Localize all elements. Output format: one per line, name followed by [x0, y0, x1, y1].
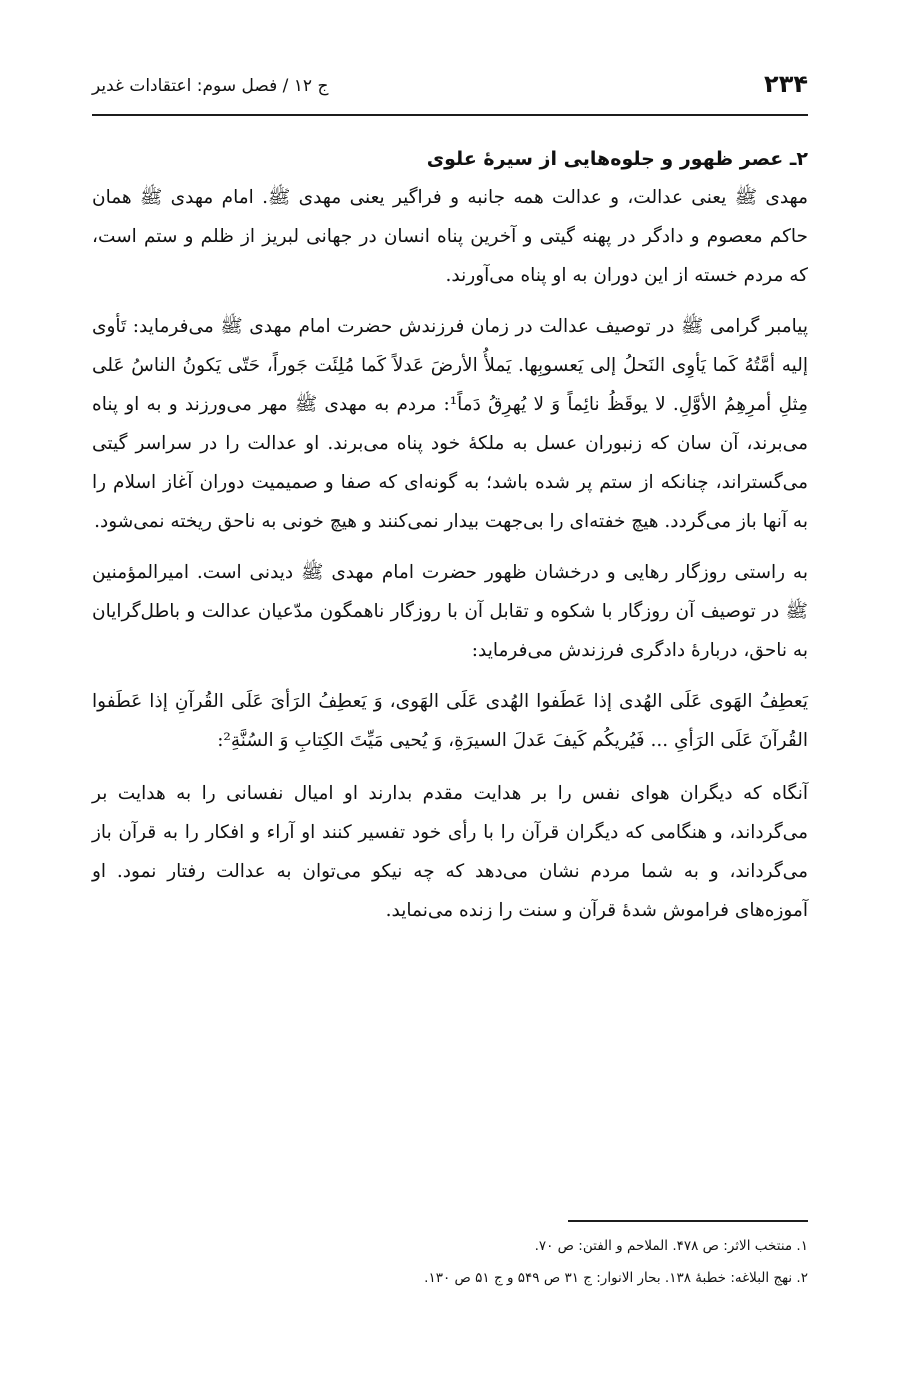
- page-number: ۲۳۴: [764, 70, 808, 98]
- running-head: ج ۱۲ / فصل سوم: اعتقادات غدیر: [92, 76, 329, 96]
- closing-paragraph: آنگاه که دیگران هوای نفس را بر هدایت مقدم بدارند او امیال نفسانی را به هدایت بر می‌گرداند، و هنگامی که دیگران قرآن را با رأی خود تفسیر کنند او آراء و افکار را به قرآن باز می‌گرداند، و به شما مردم نشان می‌دهد که چه نیکو می‌توان به عدالت رفتار نمود. او آموزه‌های فراموش شدهٔ قرآن و سنت را زنده می‌نماید.: [92, 783, 808, 921]
- footnote-2: ۲. نهج البلاغه: خطبهٔ ۱۳۸. بحار الانوار: ج ۳۱ ص ۵۴۹ و ج ۵۱ ص ۱۳۰.: [424, 1270, 808, 1286]
- paragraph-1: مهدی ﷺ یعنی عدالت، و عدالت همه جانبه و فراگیر یعنی مهدی ﷺ. امام مهدی ﷺ همان حاکم معصوم و دادگر در پهنه گیتی و آخرین پناه انسان در جهانی لبریز از ظلم و ستم است، که مردم خسته از این دوران به او پناه می‌آورند.: [92, 187, 808, 286]
- hadith-quote: یَعطِفُ الهَوی عَلَی الهُدی إذا عَطَفوا الهُدی عَلَی الهَوی، وَ یَعطِفُ الرَأیَ عَلَی القُرآنِ إذا عَطَفوا القُرآنَ عَلَی الرَأیِ ... فَیُریکُم کَیفَ عَدلَ السیرَةِ، وَ یُحیی مَیِّتَ الکِتابِ وَ السُنَّةِ²:: [92, 691, 808, 751]
- footnote-divider: [568, 1220, 808, 1222]
- footnote-1: ۱. منتخب الاثر: ص ۴۷۸. الملاحم و الفتن: ص ۷۰.: [534, 1238, 808, 1254]
- page-header: [92, 64, 808, 116]
- paragraph-2: پیامبر گرامی ﷺ در توصیف عدالت در زمان فرزندش حضرت امام مهدی ﷺ می‌فرماید: تَأوی إلیه أمَّتُهُ کَما یَأوِی النَحلُ إلی یَعسوبِها. یَملأُ الأرضَ عَدلاً کَما مُلِئَت جَوراً، حَتّی یَکونُ الناسُ عَلی مِثلِ أمرِهِمُ الأوَّلِ. لا یوقَظُ نائِماً وَ لا یُهرِقُ دَماً¹: مردم به مهدی ﷺ مهر می‌ورزند و به او پناه می‌برند، آن سان که زنبوران عسل به ملکهٔ خود پناه می‌برند. او عدالت را در سراسر گیتی می‌گستراند، چنانکه از ستم پر شده باشد؛ به گونه‌ای که صفا و صمیمیت دوران آغاز اسلام را به آنها باز می‌گردد. هیچ خفته‌ای را بی‌جهت بیدار نمی‌کنند و هیچ خونی به ناحق ریخته نمی‌شود.: [92, 316, 808, 532]
- paragraph-3: به راستی روزگار رهایی و درخشان ظهور حضرت امام مهدی ﷺ دیدنی است. امیرالمؤمنین ﷺ در توصیف آن روزگار با شکوه و تقابل آن با روزگار ناهمگون مدّعیان عدالت و باطل‌گرایان به ناحق، دربارهٔ دادگری فرزندش می‌فرماید:: [92, 562, 808, 661]
- main-text: [92, 140, 808, 942]
- section-heading: ۲ـ عصر ظهور و جلوه‌هایی از سیرهٔ علوی: [426, 148, 808, 170]
- footnotes: [92, 1220, 808, 1294]
